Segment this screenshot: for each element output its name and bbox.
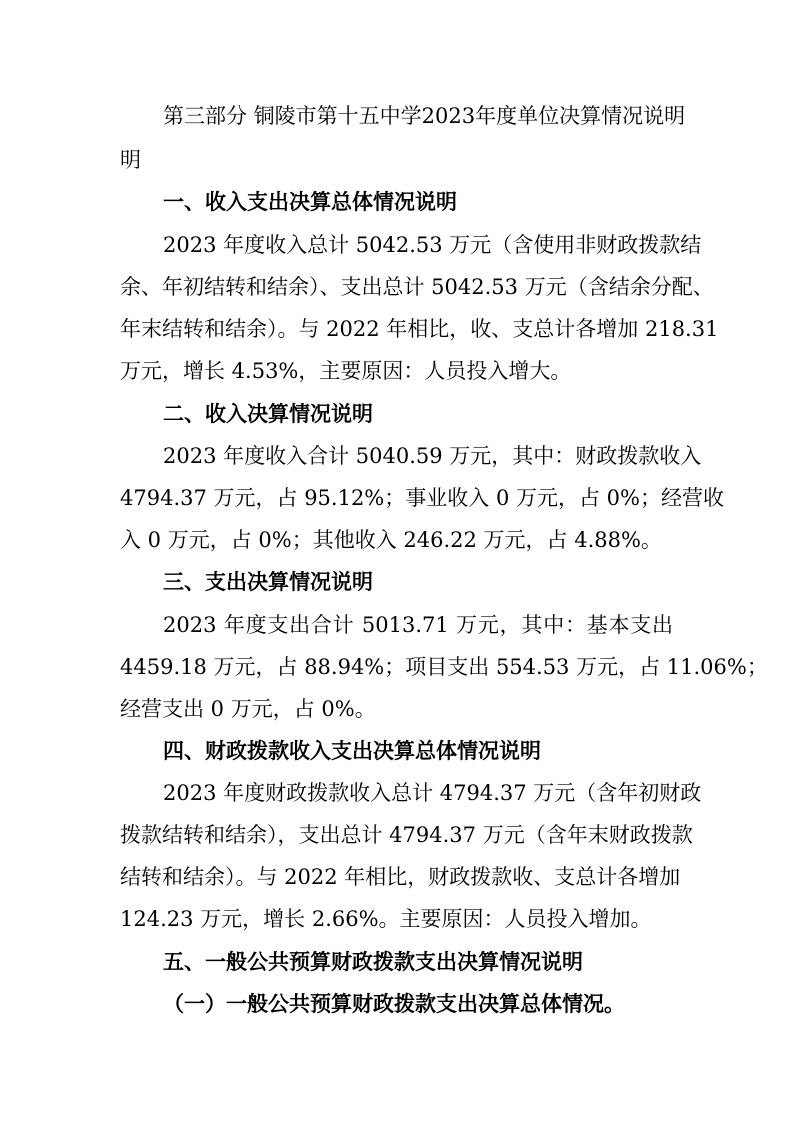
section-5-heading: 五、一般公共预算财政拨款支出决算情况说明 [163,949,583,974]
section-3-heading: 三、支出决算情况说明 [163,569,373,594]
section-3-paragraph-line: 4459.18 万元，占 88.94%；项目支出 554.53 万元，占 11.06%； [120,655,768,679]
section-4-paragraph-line: 拨款结转和结余），支出总计 4794.37 万元（含年末财政拨款 [120,823,693,847]
section-2-paragraph-line: 2023 年度收入合计 5040.59 万元，其中：财政拨款收入 [163,444,702,468]
section-4-paragraph-line: 2023 年度财政拨款收入总计 4794.37 万元（含年初财政 [163,781,702,805]
section-4-heading: 四、财政拨款收入支出决算总体情况说明 [163,738,541,763]
page-title-continued: 明 [120,148,141,172]
section-1-heading: 一、收入支出决算总体情况说明 [163,189,457,214]
section-3-paragraph-line: 经营支出 0 万元，占 0%。 [120,697,376,721]
section-1-paragraph-line: 余、年初结转和结余）、支出总计 5042.53 万元（含结余分配、 [120,275,714,299]
section-5-subheading: （一）一般公共预算财政拨款支出决算总体情况。 [163,991,625,1016]
section-2-paragraph-line: 4794.37 万元，占 95.12%；事业收入 0 万元，占 0%；经营收 [120,486,724,510]
page-title: 第三部分 铜陵市第十五中学2023年度单位决算情况说明 [163,104,686,128]
section-1-paragraph-line: 年末结转和结余）。与 2022 年相比，收、支总计各增加 218.31 [120,317,719,341]
section-1-paragraph-line: 2023 年度收入总计 5042.53 万元（含使用非财政拨款结 [163,233,702,257]
section-3-paragraph-line: 2023 年度支出合计 5013.71 万元，其中：基本支出 [163,613,673,637]
section-2-heading: 二、收入决算情况说明 [163,401,373,426]
section-1-paragraph-line: 万元，增长 4.53%，主要原因：人员投入增大。 [120,359,572,383]
section-4-paragraph-line: 124.23 万元，增长 2.66%。主要原因：人员投入增加。 [120,907,652,931]
section-2-paragraph-line: 入 0 万元，占 0%；其他收入 246.22 万元，占 4.88%。 [120,528,662,552]
section-4-paragraph-line: 结转和结余）。与 2022 年相比，财政拨款收、支总计各增加 [120,865,681,889]
